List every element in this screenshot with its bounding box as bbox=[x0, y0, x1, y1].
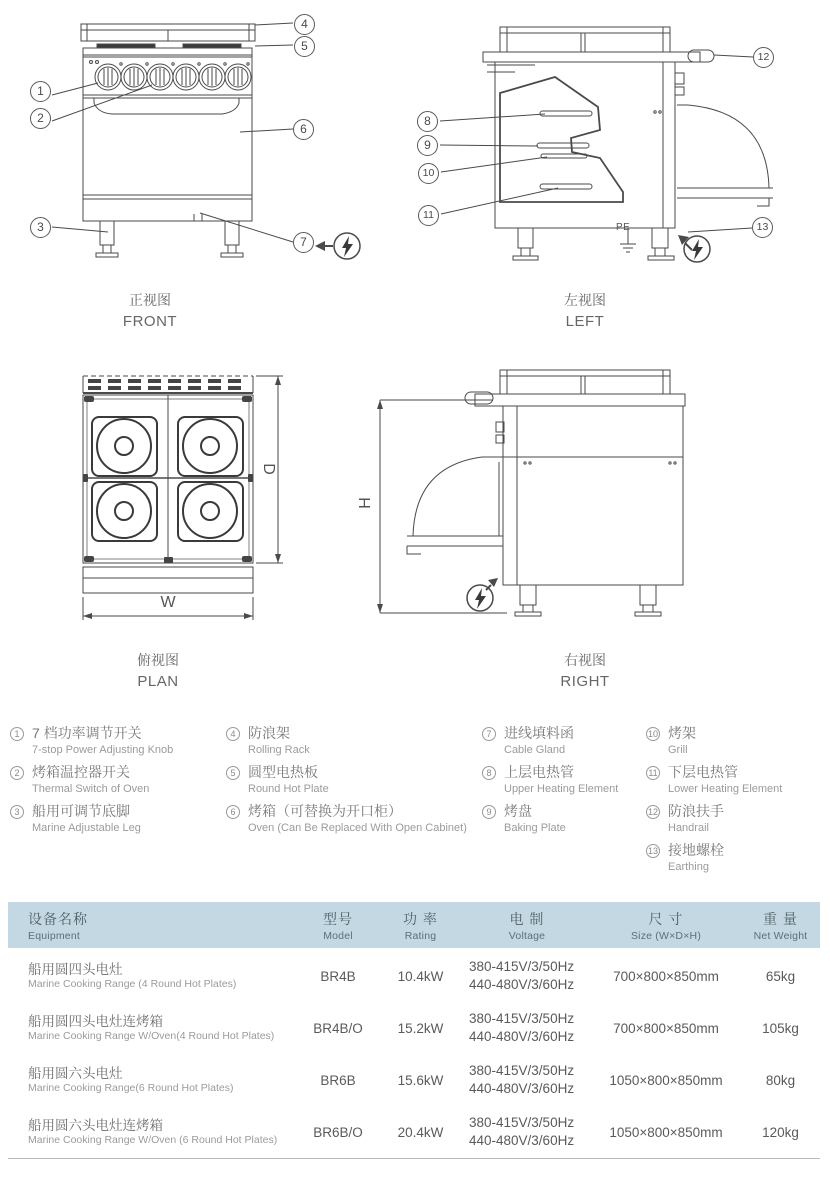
callout-10: 10 bbox=[418, 163, 439, 184]
legend-num-7: 7 bbox=[482, 727, 496, 741]
cell-rating: 20.4kW bbox=[397, 1124, 444, 1140]
left-view-caption bbox=[530, 290, 640, 330]
legend-num-6: 6 bbox=[226, 805, 240, 819]
front-leader-lines bbox=[52, 23, 293, 242]
col-header-en: Size (W×D×H) bbox=[630, 929, 702, 942]
equipment-zh: 船用圆六头电灶连烤箱 bbox=[28, 1118, 163, 1133]
voltage-line-1: 380-415V/3/50Hz bbox=[469, 959, 575, 974]
cell-equipment bbox=[8, 1117, 298, 1147]
cell-size: 1050×800×850mm bbox=[609, 1124, 723, 1140]
callout-11: 11 bbox=[418, 205, 439, 226]
legend-num-9: 9 bbox=[482, 805, 496, 819]
legend-num-12: 12 bbox=[647, 807, 658, 817]
front-view-drawing bbox=[30, 8, 375, 260]
legend-num-1: 1 bbox=[10, 727, 24, 741]
callout-1: 1 bbox=[30, 81, 51, 102]
legend-num-13: 13 bbox=[647, 846, 658, 856]
legend-zh: 下层电热管 bbox=[668, 764, 738, 780]
legend-zh: 圆型电热板 bbox=[248, 764, 318, 780]
spec-table-body bbox=[8, 948, 820, 1159]
right-view-drawing bbox=[365, 358, 735, 623]
col-header-en: Rating bbox=[404, 929, 437, 942]
col-header-en: Net Weight bbox=[753, 929, 808, 942]
cell-rating: 15.6kW bbox=[397, 1072, 444, 1088]
legend-num-8: 8 bbox=[482, 766, 496, 780]
cell-size: 1050×800×850mm bbox=[609, 1072, 723, 1088]
legend-en: Round Hot Plate bbox=[248, 783, 329, 795]
legend-item-1 bbox=[10, 724, 173, 757]
legend-num-2: 2 bbox=[10, 766, 24, 780]
table-row bbox=[8, 950, 820, 1002]
col-header-en: Equipment bbox=[28, 929, 80, 942]
cell-weight: 80kg bbox=[765, 1072, 796, 1088]
callout-6: 6 bbox=[293, 119, 314, 140]
left-caption-zh: 左视图 bbox=[564, 292, 606, 308]
legend-zh: 烤箱（可替换为开口柜） bbox=[248, 803, 402, 819]
callout-7: 7 bbox=[293, 232, 314, 253]
col-header-zh: 重 量 bbox=[763, 910, 798, 927]
voltage-line-1: 380-415V/3/50Hz bbox=[469, 1115, 575, 1130]
col-header-en: Voltage bbox=[508, 929, 546, 942]
cell-model: BR4B/O bbox=[313, 1020, 363, 1036]
cell-size: 700×800×850mm bbox=[613, 968, 719, 984]
legend-zh: 烤架 bbox=[668, 725, 696, 741]
lightning-icon bbox=[684, 236, 710, 262]
cell-equipment bbox=[8, 961, 298, 991]
legend-en: Rolling Rack bbox=[248, 744, 310, 756]
legend-zh: 烤箱温控器开关 bbox=[32, 764, 130, 780]
cell-model: BR6B bbox=[320, 1072, 356, 1088]
equipment-en: Marine Cooking Range (4 Round Hot Plates) bbox=[28, 978, 237, 990]
legend-column-4 bbox=[646, 724, 782, 880]
col-header-zh: 电 制 bbox=[509, 910, 545, 927]
right-caption-en: RIGHT bbox=[560, 673, 610, 690]
col-header-equipment bbox=[8, 909, 298, 942]
legend-item-5 bbox=[226, 763, 467, 796]
cell-weight: 120kg bbox=[762, 1124, 799, 1140]
cell-weight: 65kg bbox=[765, 968, 796, 984]
callout-5: 5 bbox=[294, 36, 315, 57]
col-header-weight bbox=[741, 909, 820, 942]
front-caption-zh: 正视图 bbox=[129, 292, 171, 308]
cell-voltage bbox=[463, 958, 591, 994]
col-header-zh: 设备名称 bbox=[28, 910, 88, 927]
cell-voltage bbox=[463, 1114, 591, 1150]
equipment-en: Marine Cooking Range(6 Round Hot Plates) bbox=[28, 1082, 234, 1094]
voltage-line-2: 440-480V/3/60Hz bbox=[469, 977, 575, 992]
legend-item-10 bbox=[646, 724, 782, 757]
cell-equipment bbox=[8, 1065, 298, 1095]
control-knobs bbox=[95, 64, 251, 90]
col-header-zh: 尺 寸 bbox=[648, 910, 684, 927]
legend-column-1 bbox=[10, 724, 173, 841]
table-row bbox=[8, 1106, 820, 1158]
legend-en: Cable Gland bbox=[504, 744, 566, 756]
legend-en: Thermal Switch of Oven bbox=[32, 783, 150, 795]
cell-model: BR6B/O bbox=[313, 1124, 363, 1140]
legend-item-12 bbox=[646, 802, 782, 835]
legend-en: Marine Adjustable Leg bbox=[32, 822, 141, 834]
table-row bbox=[8, 1002, 820, 1054]
lightning-icon bbox=[334, 233, 360, 259]
legend-item-9 bbox=[482, 802, 618, 835]
legend-en: Oven (Can Be Replaced With Open Cabinet) bbox=[248, 822, 467, 834]
legend-item-7 bbox=[482, 724, 618, 757]
legend-item-8 bbox=[482, 763, 618, 796]
cell-voltage bbox=[463, 1062, 591, 1098]
callout-9: 9 bbox=[417, 135, 438, 156]
legend-zh: 防浪扶手 bbox=[668, 803, 724, 819]
equipment-zh: 船用圆四头电灶连烤箱 bbox=[28, 1014, 163, 1029]
cell-weight: 105kg bbox=[762, 1020, 799, 1036]
legend-column-2 bbox=[226, 724, 467, 841]
legend-num-4: 4 bbox=[226, 727, 240, 741]
cell-rating: 10.4kW bbox=[397, 968, 444, 984]
left-caption-en: LEFT bbox=[565, 313, 605, 330]
equipment-en: Marine Cooking Range W/Oven (6 Round Hot Plates) bbox=[28, 1134, 278, 1146]
front-view-caption bbox=[95, 290, 205, 330]
col-header-rating bbox=[378, 909, 463, 942]
equipment-en: Marine Cooking Range W/Oven(4 Round Hot Plates) bbox=[28, 1030, 275, 1042]
legend-en: Baking Plate bbox=[504, 822, 566, 834]
left-view-drawing bbox=[405, 10, 805, 265]
legend-num-11: 11 bbox=[646, 766, 660, 780]
col-header-zh: 功 率 bbox=[403, 910, 438, 927]
callout-8: 8 bbox=[417, 111, 438, 132]
voltage-line-2: 440-480V/3/60Hz bbox=[469, 1081, 575, 1096]
legend-item-4 bbox=[226, 724, 467, 757]
legend-zh: 上层电热管 bbox=[504, 764, 574, 780]
height-label: H bbox=[356, 497, 374, 509]
height-dimension bbox=[377, 400, 507, 613]
legend-item-13 bbox=[646, 841, 782, 874]
voltage-line-1: 380-415V/3/50Hz bbox=[469, 1011, 575, 1026]
legend-en: Handrail bbox=[668, 822, 709, 834]
voltage-line-2: 440-480V/3/60Hz bbox=[469, 1133, 575, 1148]
legend-column-3 bbox=[482, 724, 618, 841]
legend-en: Grill bbox=[668, 744, 688, 756]
legend-num-10: 10 bbox=[647, 729, 658, 739]
callout-3: 3 bbox=[30, 217, 51, 238]
voltage-line-2: 440-480V/3/60Hz bbox=[469, 1029, 575, 1044]
col-header-size bbox=[591, 909, 741, 942]
cell-equipment bbox=[8, 1013, 298, 1043]
callout-4: 4 bbox=[294, 14, 315, 35]
width-label: W bbox=[160, 594, 176, 611]
callout-13: 13 bbox=[752, 217, 773, 238]
cell-rating: 15.2kW bbox=[397, 1020, 444, 1036]
front-caption-en: FRONT bbox=[122, 313, 178, 330]
cell-model: BR4B bbox=[320, 968, 356, 984]
voltage-line-1: 380-415V/3/50Hz bbox=[469, 1063, 575, 1078]
pe-label: PE bbox=[616, 222, 631, 233]
legend-zh: 防浪架 bbox=[248, 725, 290, 741]
plan-caption-zh: 俯视图 bbox=[137, 652, 179, 668]
legend-zh: 7 档功率调节开关 bbox=[32, 725, 142, 741]
right-view-caption bbox=[530, 650, 640, 690]
legend-en: Lower Heating Element bbox=[668, 783, 783, 795]
legend-zh: 进线填料函 bbox=[504, 725, 574, 741]
col-header-voltage bbox=[463, 909, 591, 942]
plan-view-caption bbox=[103, 650, 213, 690]
col-header-en: Model bbox=[323, 929, 353, 942]
legend-item-3 bbox=[10, 802, 173, 835]
legend-zh: 船用可调节底脚 bbox=[32, 803, 130, 819]
legend-item-6 bbox=[226, 802, 467, 835]
spec-table-header bbox=[8, 902, 820, 948]
power-arrow-icon bbox=[315, 241, 333, 251]
spec-table bbox=[8, 902, 820, 1159]
equipment-zh: 船用圆四头电灶 bbox=[28, 962, 123, 977]
depth-label: D bbox=[259, 463, 277, 475]
legend-item-11 bbox=[646, 763, 782, 796]
adjustable-legs bbox=[513, 228, 674, 260]
callout-12: 12 bbox=[753, 47, 774, 68]
legend-zh: 接地螺栓 bbox=[668, 842, 724, 858]
adjustable-legs bbox=[515, 585, 661, 616]
legend-zh: 烤盘 bbox=[504, 803, 532, 819]
legend-en: Upper Heating Element bbox=[504, 783, 619, 795]
lightning-icon bbox=[467, 585, 493, 611]
table-row bbox=[8, 1054, 820, 1106]
legend-en: 7-stop Power Adjusting Knob bbox=[32, 744, 174, 756]
adjustable-legs bbox=[96, 221, 243, 257]
left-leader-lines bbox=[440, 55, 753, 232]
legend-num-5: 5 bbox=[226, 766, 240, 780]
equipment-zh: 船用圆六头电灶 bbox=[28, 1066, 123, 1081]
legend-en: Earthing bbox=[668, 861, 709, 873]
legend-item-2 bbox=[10, 763, 173, 796]
right-caption-zh: 右视图 bbox=[564, 652, 606, 668]
callout-2: 2 bbox=[30, 108, 51, 129]
cell-voltage bbox=[463, 1010, 591, 1046]
col-header-model bbox=[298, 909, 378, 942]
legend-num-3: 3 bbox=[10, 805, 24, 819]
cell-size: 700×800×850mm bbox=[613, 1020, 719, 1036]
plan-caption-en: PLAN bbox=[137, 673, 179, 690]
col-header-zh: 型号 bbox=[323, 910, 353, 927]
